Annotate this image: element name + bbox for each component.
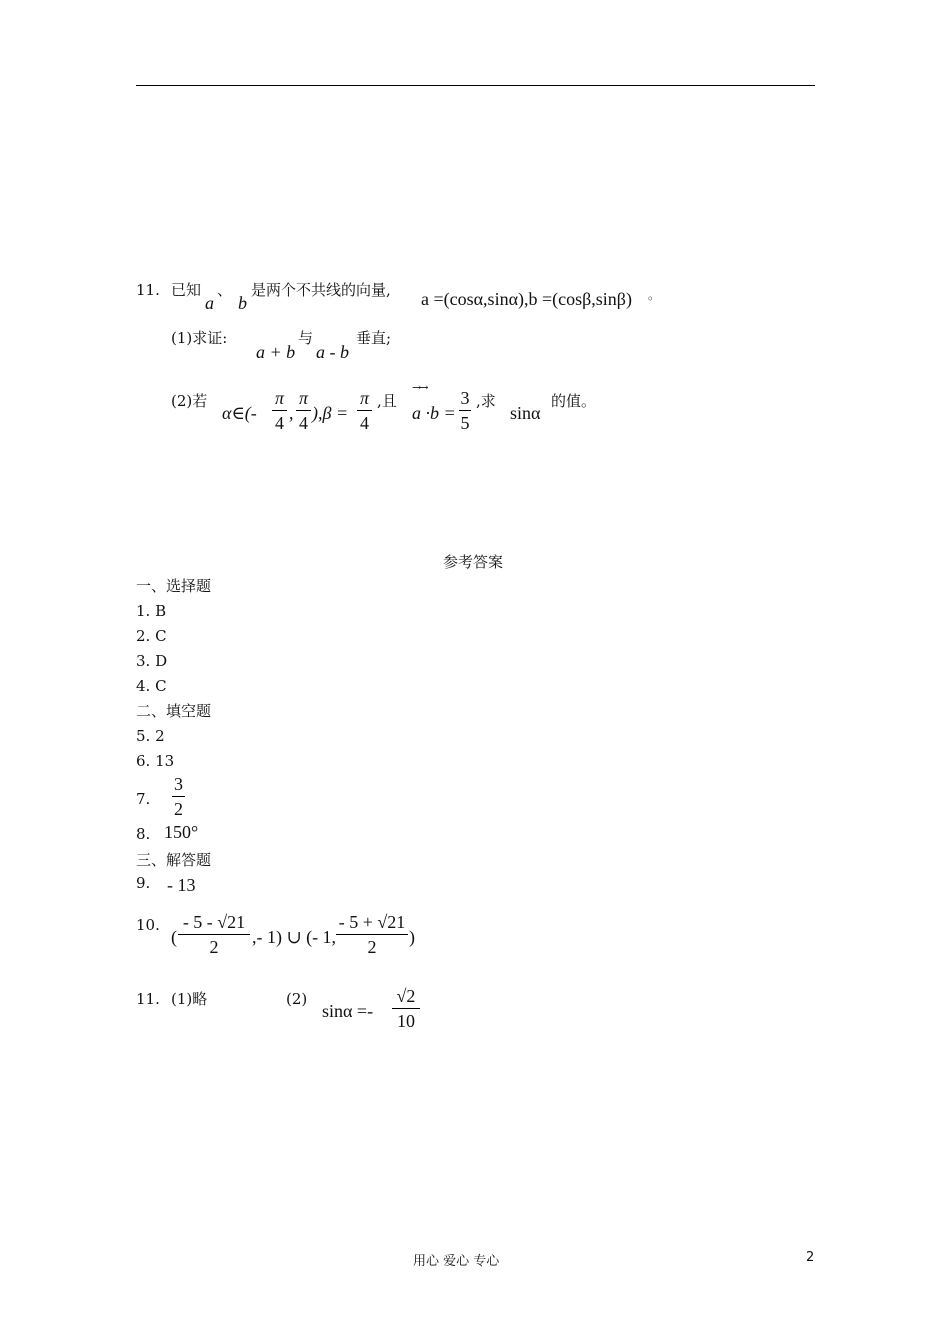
vector-definition: a =(cosα,sinα),b =(cosβ,sinβ) xyxy=(421,289,632,309)
fraction-pi-over-4: π 4 xyxy=(272,388,287,433)
fraction-pi-over-4: π 4 xyxy=(296,388,311,433)
answer-label: 10. xyxy=(136,916,160,934)
separator: 、 xyxy=(217,281,233,299)
part-2-label: (2)若 xyxy=(171,392,208,410)
fraction-pi-over-4: π 4 xyxy=(357,388,372,433)
vector-b: b xyxy=(238,293,247,313)
vector-difference: a - b xyxy=(316,342,349,362)
comma: , xyxy=(289,403,294,423)
answer-label: 9. xyxy=(136,874,151,892)
vector-arrows: →→ xyxy=(412,381,427,394)
section-heading: 一、选择题 xyxy=(136,577,212,595)
answer-label: 11. xyxy=(136,990,160,1008)
beta-equals: ),β = xyxy=(312,403,349,423)
section-heading: 二、填空题 xyxy=(136,702,212,720)
vector-sum: a + b xyxy=(256,342,296,362)
question-text: ,求 xyxy=(476,392,496,410)
header-rule xyxy=(136,85,815,86)
answer-item: 1. B xyxy=(136,602,167,620)
answer-value: - 13 xyxy=(167,875,196,895)
question-text: 与 xyxy=(298,329,314,347)
question-text: ,且 xyxy=(377,392,397,410)
fraction-3-over-5: 3 5 xyxy=(460,388,470,433)
question-number: 11. xyxy=(136,281,160,299)
sin-alpha: sinα xyxy=(510,403,541,423)
question-text: 已知 xyxy=(171,281,202,299)
question-text: 的值。 xyxy=(551,392,597,410)
answer-item: 6. 13 xyxy=(136,752,175,770)
fraction-root-2: - 5 + √21 2 xyxy=(336,912,408,957)
question-text: 垂直; xyxy=(356,329,392,347)
page-number: 2 xyxy=(806,1250,815,1265)
period-mark: 。 xyxy=(648,288,661,302)
part-1-label: (1)求证: xyxy=(171,329,228,347)
answer-value: sinα =- xyxy=(322,1001,374,1021)
fraction-root-1: - 5 - √21 2 xyxy=(178,912,250,957)
answer-item: 5. 2 xyxy=(136,727,165,745)
answer-union: ,- 1) ∪ (- 1, xyxy=(252,927,337,947)
question-text: 是两个不共线的向量, xyxy=(251,281,391,299)
alpha-range-start: α∈(- xyxy=(222,403,257,423)
answer-value: 150° xyxy=(164,822,199,842)
fraction-3-over-2: 3 2 xyxy=(174,774,183,819)
dot-product: a ·b = xyxy=(412,403,456,423)
answer-paren: ) xyxy=(409,927,415,947)
answer-part: (1)略 xyxy=(171,990,208,1008)
answer-paren: ( xyxy=(171,927,177,947)
answer-item: 3. D xyxy=(136,652,168,670)
section-heading: 三、解答题 xyxy=(136,851,212,869)
answer-item: 2. C xyxy=(136,627,167,645)
answers-title: 参考答案 xyxy=(443,553,504,571)
answer-part: (2) xyxy=(286,990,308,1008)
footer-motto: 用心 爱心 专心 xyxy=(413,1254,500,1269)
fraction-root2-over-10: √2 10 xyxy=(392,986,420,1031)
answer-label: 7. xyxy=(136,790,151,808)
answer-item: 4. C xyxy=(136,677,167,695)
answer-label: 8. xyxy=(136,825,151,843)
vector-a: a xyxy=(205,293,214,313)
